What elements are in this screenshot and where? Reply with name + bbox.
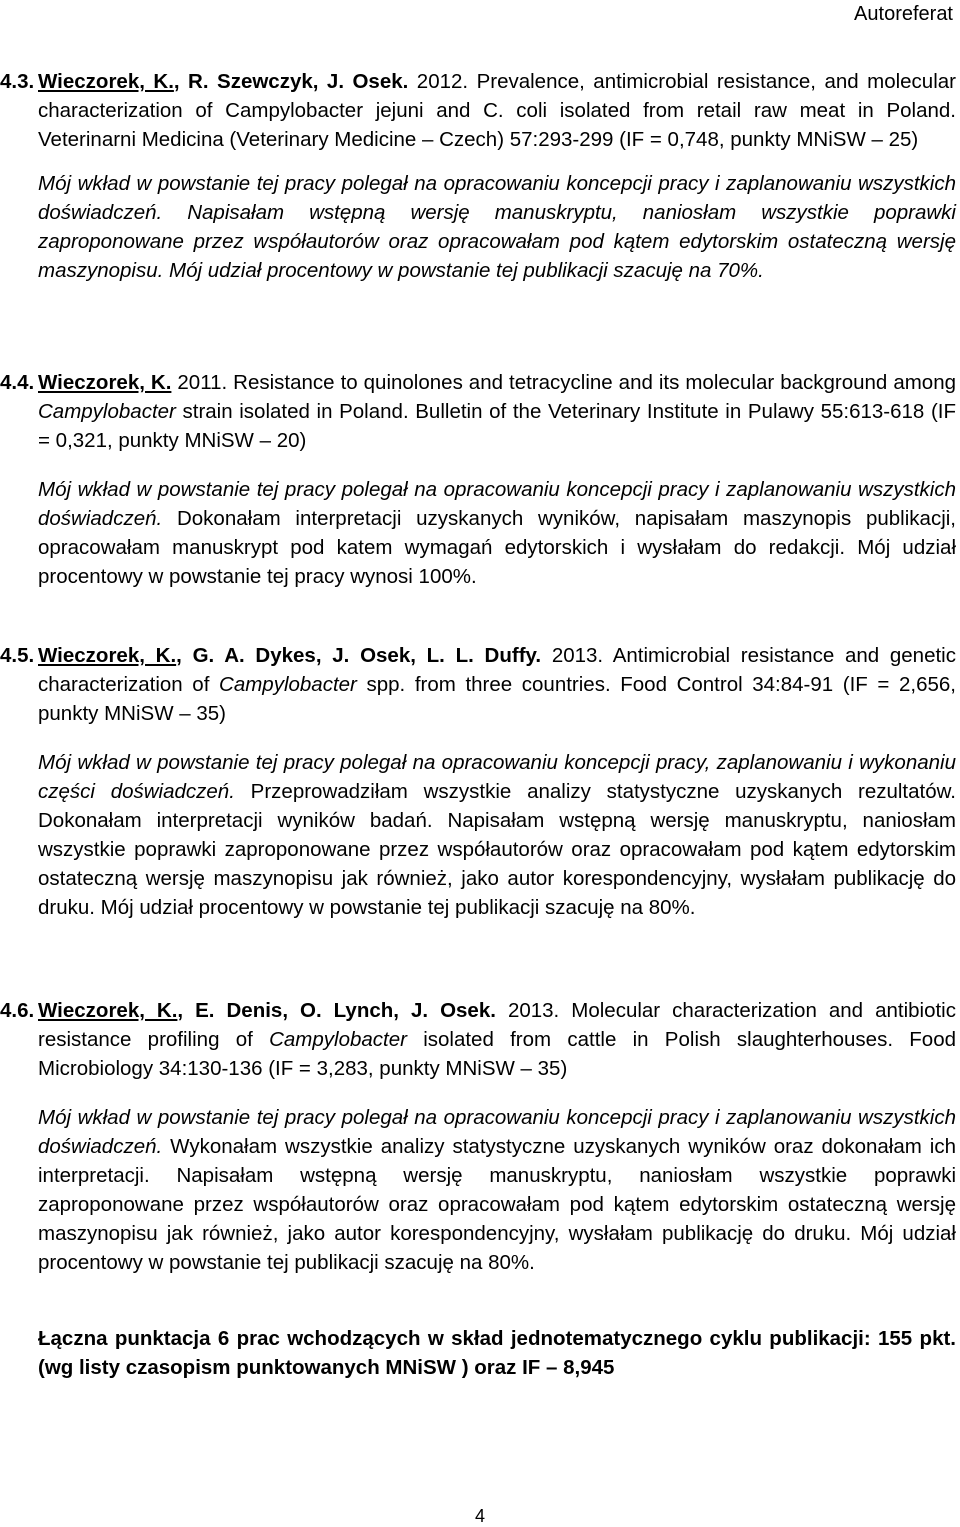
page-number: 4 (474, 1506, 485, 1526)
contribution-statement (0, 169, 958, 285)
contribution-plain: Dokonałam interpretacji uzyskanych wyników, napisałam maszynopis publikacji, opracowałam manuskrypt pod katem wymagań edytorskich i wysłałam do redakcji. Mój udział procentowy w powstanie tej pracy wynosi 100%. (38, 507, 956, 588)
citation (0, 996, 958, 1083)
publication-entry-4-6 (0, 996, 958, 1277)
entry-number: 4.4. (0, 371, 35, 394)
citation (0, 67, 958, 154)
publication-entry-4-4 (0, 368, 958, 591)
author-highlight: Wieczorek, K. (38, 70, 174, 93)
citation-text-post: isolated from cattle in Polish slaughterhouses. Food Microbiology 34:130-136 (IF = 3,283, punkty MNiSW – 35) (38, 1028, 956, 1080)
year: 2012. (408, 70, 477, 93)
citation-text-pre: Antimicrobial resistance and genetic characterization of (38, 644, 956, 696)
document-header: Autoreferat (854, 3, 953, 25)
contribution-italic: Mój wkład w powstanie tej pracy polegał na opracowaniu koncepcji pracy i zaplanowaniu wszystkich doświadczeń. (38, 1106, 956, 1158)
entry-number: 4.6. (0, 999, 35, 1022)
citation-text-post: strain isolated in Poland. Bulletin of the Veterinary Institute in Pulawy 55:613-618 (IF = 0,321, punkty MNiSW – 20) (38, 400, 956, 452)
coauthors: , E. Denis, O. Lynch, J. Osek. (177, 999, 496, 1022)
year: 2011. (171, 371, 234, 394)
contribution-statement (0, 748, 958, 922)
coauthors: , G. A. Dykes, J. Osek, L. L. Duffy. (176, 644, 542, 667)
contribution-statement (0, 475, 958, 591)
contribution-statement (0, 1103, 958, 1277)
citation-text-post: spp. from three countries. Food Control 34:84-91 (IF = 2,656, punkty MNiSW – 35) (38, 673, 956, 725)
species-name: Campylobacter (269, 1028, 407, 1051)
contribution-italic: Mój wkład w powstanie tej pracy polegał na opracowaniu koncepcji pracy, zaplanowaniu i wykonaniu części doświadczeń. (38, 751, 956, 803)
species-name: Campylobacter (38, 400, 176, 423)
citation-text-pre: Resistance to quinolones and tetracycline and its molecular background among (233, 371, 956, 394)
author-highlight: Wieczorek, K. (38, 644, 177, 667)
citation-text: Prevalence, antimicrobial resistance, and molecular characterization of Campylobacter jejuni and C. coli isolated from retail raw meat in Poland. Veterinarni Medicina (Veterinary Medicine – Czech) 57:293-299 (IF = 0,748, punkty MNiSW – 25) (38, 70, 956, 151)
entry-number: 4.5. (0, 644, 35, 667)
total-score-summary: Łączna punktacja 6 prac wchodzących w skład jednotematycznego cyklu publikacji: 155 pkt. (wg listy czasopism punktowanych MNiSW ) oraz IF – 8,945 (38, 1327, 956, 1379)
author-highlight: Wieczorek, K. (38, 371, 172, 394)
year: 2013. (495, 999, 572, 1022)
species-name: Campylobacter (219, 673, 357, 696)
contribution-plain: Wykonałam wszystkie analizy statystyczne uzyskanych wyników oraz dokonałam ich interpretacji. Napisałam wstępną wersję manuskryptu, naniosłam wszystkie poprawki zaproponowane przez współautorów oraz opracowałam pod kątem edytorskim ostateczną wersję maszynopisu jak również, jako autor korespondencyjny, wysłałam publikację do druku. Mój udział procentowy w powstanie tej publikacji szacuję na 80%. (38, 1135, 956, 1274)
citation-text-pre: Molecular characterization and antibiotic resistance profiling of (38, 999, 956, 1051)
publication-entry-4-5 (0, 641, 958, 922)
entry-number: 4.3. (0, 70, 35, 93)
contribution-italic: Mój wkład w powstanie tej pracy polegał na opracowaniu koncepcji pracy i zaplanowaniu wszystkich doświadczeń. Napisałam wstępną wersję manuskryptu, naniosłam wszystkie poprawki zaproponowane przez współautorów oraz opracowałam pod kątem edytorskim ostateczną wersję maszynopisu. Mój udział procentowy w powstanie tej publikacji szacuję na 70%. (38, 172, 956, 282)
coauthors: , R. Szewczyk, J. Osek. (173, 70, 409, 93)
citation (0, 641, 958, 728)
publication-entry-4-3 (0, 67, 958, 285)
citation (0, 368, 958, 455)
contribution-italic: Mój wkład w powstanie tej pracy polegał na opracowaniu koncepcji pracy i zaplanowaniu wszystkich doświadczeń. (38, 478, 956, 530)
year: 2013. (541, 644, 613, 667)
contribution-plain: Przeprowadziłam wszystkie analizy statystyczne uzyskanych rezultatów. Dokonałam interpretacji wyników badań. Napisałam wstępną wersję manuskryptu, naniosłam wszystkie poprawki zaproponowane przez współautorów oraz opracowałam pod kątem edytorskim ostateczną wersję maszynopisu jak również, jako autor korespondencyjny, wysłałam publikację do druku. Mój udział procentowy w powstanie tej publikacji szacuję na 80%. (38, 780, 956, 919)
author-highlight: Wieczorek, K. (38, 999, 178, 1022)
